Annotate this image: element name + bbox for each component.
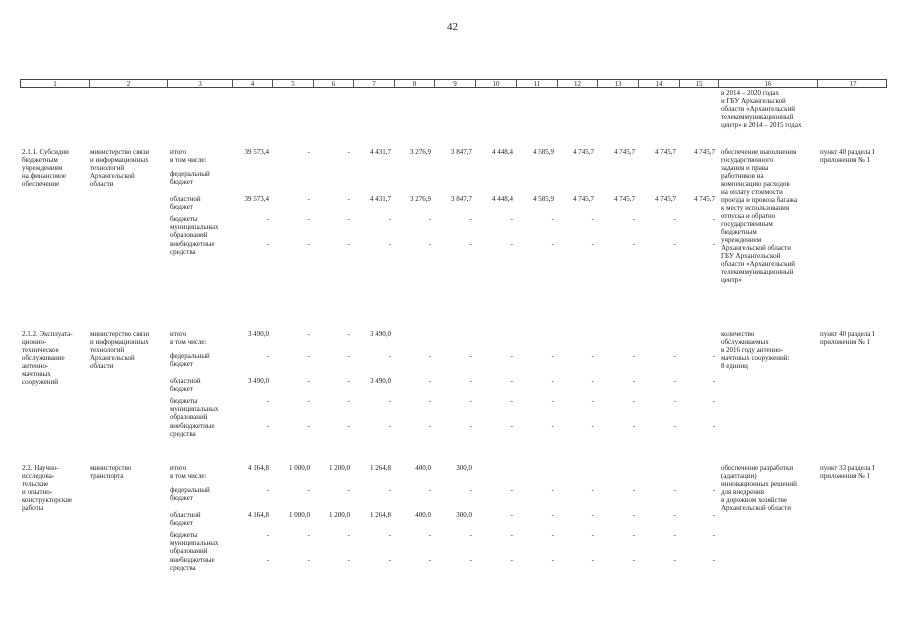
expected-result: обеспечение выполнения [721, 148, 797, 156]
item-name: и опытно- [22, 488, 53, 496]
expected-result: обслуживаемых [721, 338, 769, 346]
funding-value: - [510, 556, 513, 564]
funding-value: - [551, 486, 554, 494]
indicator-reference: пункт 40 раздела I [820, 330, 875, 338]
funding-value: - [591, 531, 594, 539]
funding-source: в том числе: [170, 156, 207, 164]
funding-source: федеральный [170, 486, 210, 494]
funding-value: 4 164,8 [248, 511, 269, 519]
funding-value: - [591, 422, 594, 430]
funding-value: 4 431,7 [370, 148, 391, 156]
funding-value: - [469, 377, 472, 385]
funding-source: федеральный [170, 352, 210, 360]
funding-source: средства [170, 564, 196, 572]
executor-name: министерство связи [90, 330, 150, 338]
funding-source: в том числе: [170, 338, 207, 346]
funding-value: - [428, 240, 431, 248]
expected-result: ГБУ Архангельской [721, 252, 781, 260]
funding-value: 4 745,7 [694, 195, 715, 203]
funding-value: - [307, 240, 310, 248]
funding-value: - [388, 531, 391, 539]
funding-value: - [551, 556, 554, 564]
funding-value: - [712, 240, 715, 248]
header-col-3: 3 [168, 80, 233, 87]
funding-value: - [469, 556, 472, 564]
item-name: антенно- [22, 362, 49, 370]
item-name: обслуживание [22, 354, 65, 362]
expected-result: проезда и провоза багажа [721, 196, 798, 204]
funding-value: - [428, 486, 431, 494]
funding-source: средства [170, 430, 196, 438]
funding-source: образований [170, 413, 208, 421]
funding-value: - [673, 352, 676, 360]
funding-value: 4 745,7 [614, 195, 635, 203]
funding-source: образований [170, 547, 208, 555]
funding-source: итого [170, 330, 187, 338]
funding-value: - [712, 352, 715, 360]
funding-source: внебюджетные [170, 422, 215, 430]
funding-value: - [551, 422, 554, 430]
item-name: тельские [22, 480, 49, 488]
funding-value: 400,0 [415, 511, 431, 519]
funding-value: - [469, 422, 472, 430]
funding-value: 4 585,9 [533, 148, 554, 156]
funding-value: - [347, 486, 350, 494]
item-name: обеспечение [22, 180, 60, 188]
expected-result: инновационных решений [721, 480, 797, 488]
executor-name: и информационных [90, 156, 149, 164]
funding-value: - [428, 531, 431, 539]
indicator-reference: приложения № 1 [820, 472, 871, 480]
funding-value: 3 490,0 [248, 330, 269, 338]
funding-value: 4 745,7 [655, 148, 676, 156]
expected-result: центр» [721, 276, 742, 284]
item-name: техническое [22, 346, 59, 354]
funding-value: - [266, 352, 269, 360]
funding-value: - [347, 215, 350, 223]
funding-value: 4 448,4 [492, 148, 513, 156]
funding-source: федеральный [170, 170, 210, 178]
executor-name: технологий [90, 164, 125, 172]
funding-value: - [673, 377, 676, 385]
item-name: 2.1.2. Эксплуата- [22, 330, 73, 338]
funding-value: - [673, 511, 676, 519]
expected-result: задания и права [721, 164, 769, 172]
funding-source: бюджет [170, 178, 193, 186]
funding-value: - [347, 195, 350, 203]
funding-source: областной [170, 511, 201, 519]
executor-name: области [90, 362, 114, 370]
funding-value: 1 200,0 [329, 464, 350, 472]
funding-value: 3 847,7 [451, 148, 472, 156]
funding-value: - [266, 215, 269, 223]
funding-value: - [591, 511, 594, 519]
funding-value: - [673, 215, 676, 223]
funding-value: - [388, 240, 391, 248]
table-header [20, 79, 887, 88]
funding-value: - [388, 352, 391, 360]
expected-result: для внедрения [721, 488, 764, 496]
funding-value: 3 276,9 [410, 148, 431, 156]
funding-value: - [551, 531, 554, 539]
funding-value: - [428, 377, 431, 385]
funding-value: - [673, 397, 676, 405]
funding-value: - [551, 377, 554, 385]
funding-value: - [632, 377, 635, 385]
expected-result: на оплату стоимости [721, 188, 783, 196]
funding-value: - [673, 556, 676, 564]
funding-value: 400,0 [415, 464, 431, 472]
expected-result: 8 единиц [721, 362, 748, 370]
funding-value: - [307, 422, 310, 430]
funding-value: 3 490,0 [370, 330, 391, 338]
funding-value: - [266, 556, 269, 564]
item-name: 2.2. Научно- [22, 464, 59, 472]
funding-value: - [347, 556, 350, 564]
funding-value: - [632, 352, 635, 360]
item-name: конструкторские [22, 496, 73, 504]
funding-value: - [632, 397, 635, 405]
funding-value: - [388, 556, 391, 564]
funding-value: - [712, 397, 715, 405]
funding-value: - [469, 397, 472, 405]
header-col-13: 13 [598, 80, 639, 87]
executor-name: министерство [90, 464, 132, 472]
funding-value: - [632, 215, 635, 223]
funding-value: 1 000,0 [289, 464, 310, 472]
expected-result: количество [721, 330, 755, 338]
funding-value: - [712, 511, 715, 519]
funding-value: 1 000,0 [289, 511, 310, 519]
funding-value: 4 585,9 [533, 195, 554, 203]
expected-result: к месту использования [721, 204, 790, 212]
funding-value: - [712, 556, 715, 564]
executor-name: и информационных [90, 338, 149, 346]
funding-source: бюджеты [170, 531, 198, 539]
expected-result: телекоммуникационный [721, 268, 794, 276]
header-col-5: 5 [273, 80, 314, 87]
funding-value: 4 745,7 [573, 148, 594, 156]
funding-value: - [469, 240, 472, 248]
funding-value: - [307, 352, 310, 360]
funding-value: - [307, 531, 310, 539]
expected-result: обеспечение разработки [721, 464, 794, 472]
funding-source: в том числе: [170, 472, 207, 480]
funding-value: 4 745,7 [614, 148, 635, 156]
funding-value: - [673, 240, 676, 248]
funding-value: - [712, 531, 715, 539]
indicator-reference: приложения № 1 [820, 156, 871, 164]
expected-result: в 2016 году антенно- [721, 346, 783, 354]
funding-source: муниципальных [170, 539, 219, 547]
funding-value: - [347, 148, 350, 156]
expected-result: области «Архангельский [721, 260, 796, 268]
funding-value: - [428, 422, 431, 430]
funding-value: 4 745,7 [573, 195, 594, 203]
funding-source: средства [170, 248, 196, 256]
item-name: работы [22, 504, 44, 512]
funding-value: - [712, 377, 715, 385]
expected-result: государственного [721, 156, 774, 164]
funding-value: - [510, 377, 513, 385]
funding-value: - [510, 486, 513, 494]
funding-value: - [591, 215, 594, 223]
funding-source: бюджеты [170, 397, 198, 405]
funding-value: - [469, 486, 472, 494]
funding-value: - [632, 511, 635, 519]
executor-name: области [90, 180, 114, 188]
funding-source: бюджет [170, 385, 193, 393]
funding-value: - [388, 397, 391, 405]
executor-name: Архангельской [90, 354, 135, 362]
expected-result: в дорожном хозяйстве [721, 496, 788, 504]
item-name: на финансовое [22, 172, 67, 180]
header-col-9: 9 [435, 80, 476, 87]
funding-value: 4 745,7 [655, 195, 676, 203]
funding-value: - [673, 531, 676, 539]
expected-result: государственным [721, 220, 773, 228]
funding-value: - [266, 397, 269, 405]
funding-value: - [632, 486, 635, 494]
executor-name: технологий [90, 346, 125, 354]
funding-source: областной [170, 377, 201, 385]
funding-value: - [347, 352, 350, 360]
funding-value: - [551, 215, 554, 223]
funding-value: - [307, 330, 310, 338]
funding-value: - [510, 240, 513, 248]
funding-value: - [673, 422, 676, 430]
header-col-4: 4 [233, 80, 273, 87]
expected-result: бюджетным [721, 228, 757, 236]
item-name: сооружений [22, 378, 59, 386]
executor-name: транспорта [90, 472, 124, 480]
funding-value: - [510, 352, 513, 360]
funding-value: - [307, 556, 310, 564]
funding-value: - [428, 556, 431, 564]
funding-value: 39 573,4 [244, 148, 269, 156]
funding-value: 1 200,0 [329, 511, 350, 519]
funding-value: - [632, 531, 635, 539]
expected-result: Архангельской области [721, 244, 791, 252]
funding-value: - [307, 377, 310, 385]
header-col-6: 6 [314, 80, 354, 87]
header-col-11: 11 [517, 80, 558, 87]
header-col-17: 17 [849, 80, 857, 88]
funding-value: 4 164,8 [248, 464, 269, 472]
funding-value: - [632, 556, 635, 564]
funding-source: бюджет [170, 519, 193, 527]
item-name: учреждениям [22, 164, 63, 172]
header-col-1: 1 [21, 80, 90, 87]
funding-value: - [510, 531, 513, 539]
funding-value: - [510, 215, 513, 223]
page-number: 42 [447, 21, 458, 33]
funding-value: - [347, 531, 350, 539]
funding-value: - [510, 397, 513, 405]
indicator-reference: пункт 33 раздела I [820, 464, 875, 472]
item-name: бюджетным [22, 156, 58, 164]
funding-value: - [510, 511, 513, 519]
result-text-continued: в 2014 – 2020 годах [721, 89, 779, 97]
funding-value: - [591, 377, 594, 385]
indicator-reference: пункт 40 раздела I [820, 148, 875, 156]
header-col-15: 15 [680, 80, 719, 87]
expected-result: отпуска и обратно [721, 212, 776, 220]
funding-source: областной [170, 195, 201, 203]
funding-value: - [428, 215, 431, 223]
funding-value: - [307, 215, 310, 223]
header-col-14: 14 [639, 80, 680, 87]
funding-value: - [347, 377, 350, 385]
funding-value: - [632, 240, 635, 248]
funding-source: муниципальных [170, 223, 219, 231]
header-col-2: 2 [90, 80, 168, 87]
funding-value: - [388, 422, 391, 430]
funding-value: 300,0 [456, 464, 472, 472]
funding-value: - [551, 352, 554, 360]
funding-value: - [712, 215, 715, 223]
funding-value: - [347, 422, 350, 430]
item-name: 2.1.1. Субсидии [22, 148, 69, 156]
funding-value: - [551, 397, 554, 405]
funding-value: 4 431,7 [370, 195, 391, 203]
header-col-7: 7 [354, 80, 395, 87]
funding-value: - [712, 422, 715, 430]
funding-value: - [428, 397, 431, 405]
header-col-8: 8 [395, 80, 435, 87]
result-text-continued: телекоммуникационный [721, 113, 794, 121]
funding-value: - [347, 397, 350, 405]
funding-value: - [591, 352, 594, 360]
result-text-continued: и ГБУ Архангельской [721, 97, 786, 105]
funding-value: - [591, 240, 594, 248]
header-col-16: 16 [719, 80, 818, 87]
expected-result: (адаптации) [721, 472, 757, 480]
header-col-10: 10 [476, 80, 517, 87]
funding-value: - [591, 556, 594, 564]
funding-value: - [347, 330, 350, 338]
funding-source: бюджет [170, 494, 193, 502]
executor-name: Архангельской [90, 172, 135, 180]
funding-value: 3 847,7 [451, 195, 472, 203]
executor-name: министерство связи [90, 148, 150, 156]
funding-source: муниципальных [170, 405, 219, 413]
funding-value: 39 573,4 [244, 195, 269, 203]
funding-value: 3 276,9 [410, 195, 431, 203]
funding-source: бюджет [170, 203, 193, 211]
expected-result: мачтовых сооружений: [721, 354, 790, 362]
indicator-reference: приложения № 1 [820, 338, 871, 346]
funding-value: 1 264,8 [370, 464, 391, 472]
item-name: мачтовых [22, 370, 51, 378]
funding-value: - [551, 240, 554, 248]
funding-value: - [469, 531, 472, 539]
funding-value: - [388, 486, 391, 494]
result-text-continued: центр» в 2014 – 2015 годах [721, 121, 802, 129]
funding-source: внебюджетные [170, 240, 215, 248]
funding-value: - [469, 352, 472, 360]
header-col-12: 12 [558, 80, 598, 87]
funding-value: 300,0 [456, 511, 472, 519]
item-name: ционно- [22, 338, 47, 346]
item-name: исследова- [22, 472, 55, 480]
funding-value: - [510, 422, 513, 430]
funding-value: - [347, 240, 350, 248]
funding-value: 1 264,8 [370, 511, 391, 519]
funding-value: - [307, 486, 310, 494]
funding-value: - [266, 240, 269, 248]
funding-value: 3 490,0 [370, 377, 391, 385]
funding-value: - [307, 148, 310, 156]
funding-value: 3 490,0 [248, 377, 269, 385]
funding-value: - [266, 531, 269, 539]
funding-value: 4 448,4 [492, 195, 513, 203]
expected-result: учреждением [721, 236, 762, 244]
funding-value: - [591, 397, 594, 405]
funding-source: итого [170, 464, 187, 472]
funding-source: образований [170, 231, 208, 239]
funding-value: - [307, 195, 310, 203]
result-text-continued: области «Архангельский [721, 105, 796, 113]
expected-result: Архангельской области [721, 504, 791, 512]
funding-value: - [632, 422, 635, 430]
funding-value: - [551, 511, 554, 519]
funding-value: - [591, 486, 594, 494]
funding-value: - [266, 422, 269, 430]
funding-source: внебюджетные [170, 556, 215, 564]
funding-value: - [428, 352, 431, 360]
funding-value: 4 745,7 [694, 148, 715, 156]
funding-value: - [307, 397, 310, 405]
funding-source: бюджет [170, 360, 193, 368]
funding-value: - [469, 215, 472, 223]
funding-value: - [388, 215, 391, 223]
funding-value: - [266, 486, 269, 494]
funding-value: - [712, 486, 715, 494]
expected-result: работников на [721, 172, 764, 180]
funding-source: бюджеты [170, 215, 198, 223]
funding-source: итого [170, 148, 187, 156]
funding-value: - [673, 486, 676, 494]
expected-result: компенсацию расходов [721, 180, 790, 188]
